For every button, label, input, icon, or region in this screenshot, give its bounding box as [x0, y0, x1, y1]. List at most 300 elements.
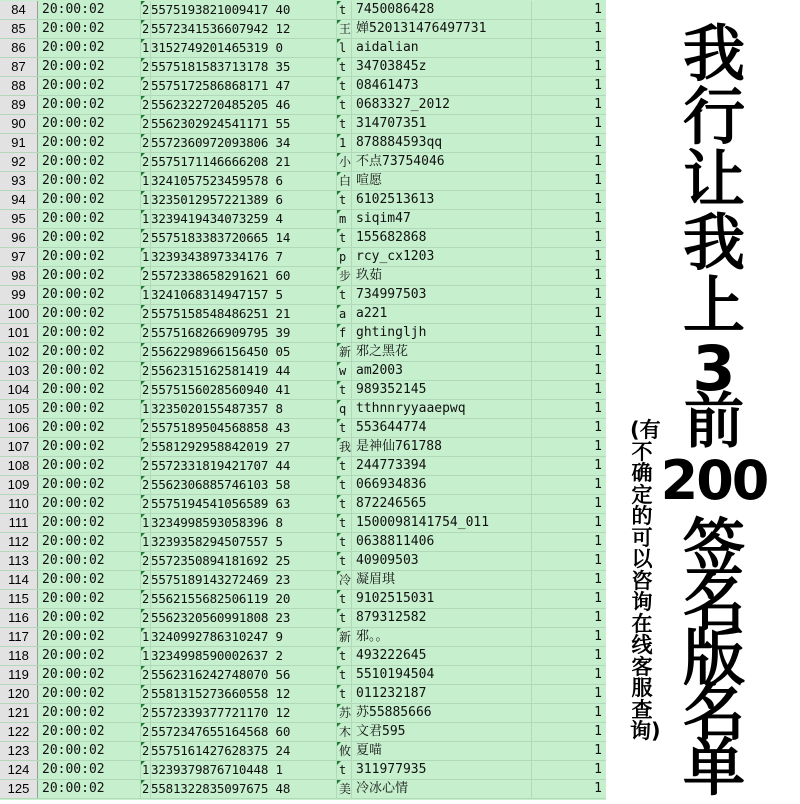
time-cell[interactable]: 20:00:02 — [37, 267, 141, 285]
name-cell[interactable]: 5510194504 — [352, 666, 532, 684]
prefix-cell[interactable]: 2 — [142, 383, 150, 397]
prefix-cell[interactable]: 1 — [142, 212, 150, 226]
name-cell[interactable]: 989352145 — [352, 381, 532, 399]
table-row[interactable] — [0, 58, 606, 77]
prefix-cell[interactable]: 2 — [142, 687, 150, 701]
row-number[interactable]: 112 — [0, 533, 38, 551]
initial-cell[interactable]: 攸 — [339, 744, 352, 758]
time-cell[interactable]: 20:00:02 — [37, 324, 141, 342]
row-number[interactable]: 111 — [0, 514, 38, 532]
name-cell[interactable]: 喧愿 — [352, 172, 532, 190]
count-cell[interactable]: 1 — [594, 572, 602, 587]
initial-cell[interactable]: q — [337, 400, 352, 418]
id-cell[interactable]: 5562306885746103 58 — [151, 476, 337, 494]
row-number[interactable]: 113 — [0, 552, 38, 570]
id-cell[interactable]: 5575181583713178 35 — [151, 58, 337, 76]
id-cell[interactable]: 3235020155487357 8 — [151, 400, 337, 418]
time-cell[interactable]: 20:00:02 — [37, 647, 141, 665]
table-row[interactable] — [0, 172, 606, 191]
id-cell[interactable]: 5581322835097675 48 — [151, 780, 337, 798]
count-cell[interactable]: 1 — [594, 648, 602, 663]
table-row[interactable] — [0, 533, 606, 552]
id-cell[interactable]: 3152749201465319 0 — [151, 39, 337, 57]
id-cell[interactable]: 5572331819421707 44 — [151, 457, 337, 475]
prefix-cell[interactable]: 2 — [142, 136, 150, 150]
prefix-cell[interactable]: 2 — [142, 307, 150, 321]
row-number[interactable]: 91 — [0, 134, 38, 152]
id-cell[interactable]: 5575158548486251 21 — [151, 305, 337, 323]
row-number[interactable]: 88 — [0, 77, 38, 95]
prefix-cell[interactable]: 2 — [142, 725, 150, 739]
name-cell[interactable]: 244773394 — [352, 457, 532, 475]
table-row[interactable] — [0, 514, 606, 533]
id-cell[interactable]: 5572338658291621 60 — [151, 267, 337, 285]
row-number[interactable]: 121 — [0, 704, 38, 722]
name-cell[interactable]: 冷冰心情 — [352, 780, 532, 798]
name-cell[interactable]: 08461473 — [352, 77, 532, 95]
table-row[interactable] — [0, 267, 606, 286]
initial-cell[interactable]: t — [337, 58, 352, 76]
count-cell[interactable]: 1 — [594, 306, 602, 321]
count-cell[interactable]: 1 — [594, 97, 602, 112]
count-cell[interactable]: 1 — [594, 629, 602, 644]
id-cell[interactable]: 5575189143272469 23 — [151, 571, 337, 589]
initial-cell[interactable]: t — [337, 552, 352, 570]
row-number[interactable]: 95 — [0, 210, 38, 228]
initial-cell[interactable]: 我 — [339, 440, 352, 454]
initial-cell[interactable]: t — [337, 286, 352, 304]
prefix-cell[interactable]: 2 — [142, 155, 150, 169]
name-cell[interactable]: 9102515031 — [352, 590, 532, 608]
row-number[interactable]: 94 — [0, 191, 38, 209]
table-row[interactable] — [0, 590, 606, 609]
id-cell[interactable]: 5572347655164568 60 — [151, 723, 337, 741]
name-cell[interactable]: 6102513613 — [352, 191, 532, 209]
time-cell[interactable]: 20:00:02 — [37, 723, 141, 741]
row-number[interactable]: 93 — [0, 172, 38, 190]
time-cell[interactable]: 20:00:02 — [37, 305, 141, 323]
prefix-cell[interactable]: 1 — [142, 402, 150, 416]
time-cell[interactable]: 20:00:02 — [37, 552, 141, 570]
id-cell[interactable]: 5581292958842019 27 — [151, 438, 337, 456]
prefix-cell[interactable]: 2 — [142, 592, 150, 606]
id-cell[interactable]: 5575156028560940 41 — [151, 381, 337, 399]
count-cell[interactable]: 1 — [594, 40, 602, 55]
initial-cell[interactable]: t — [337, 419, 352, 437]
row-number[interactable]: 106 — [0, 419, 38, 437]
table-row[interactable] — [0, 628, 606, 647]
initial-cell[interactable]: t — [337, 457, 352, 475]
row-number[interactable]: 116 — [0, 609, 38, 627]
time-cell[interactable]: 20:00:02 — [37, 761, 141, 779]
id-cell[interactable]: 5575171146666208 21 — [151, 153, 337, 171]
count-cell[interactable]: 1 — [594, 154, 602, 169]
prefix-cell[interactable]: 2 — [142, 554, 150, 568]
count-cell[interactable]: 1 — [594, 439, 602, 454]
initial-cell[interactable]: 1 — [337, 134, 352, 152]
id-cell[interactable]: 5575168266909795 39 — [151, 324, 337, 342]
id-cell[interactable]: 3239419434073259 4 — [151, 210, 337, 228]
count-cell[interactable]: 1 — [594, 344, 602, 359]
id-cell[interactable]: 5562155682506119 20 — [151, 590, 337, 608]
name-cell[interactable]: 155682868 — [352, 229, 532, 247]
name-cell[interactable]: 879312582 — [352, 609, 532, 627]
row-number[interactable]: 124 — [0, 761, 38, 779]
name-cell[interactable]: 夏喵 — [352, 742, 532, 760]
row-number[interactable]: 105 — [0, 400, 38, 418]
count-cell[interactable]: 1 — [594, 591, 602, 606]
prefix-cell[interactable]: 2 — [142, 421, 150, 435]
count-cell[interactable]: 1 — [594, 724, 602, 739]
time-cell[interactable]: 20:00:02 — [37, 685, 141, 703]
id-cell[interactable]: 5562322720485205 46 — [151, 96, 337, 114]
time-cell[interactable]: 20:00:02 — [37, 609, 141, 627]
name-cell[interactable]: tthnnryyaaepwq — [352, 400, 532, 418]
table-row[interactable] — [0, 419, 606, 438]
initial-cell[interactable]: t — [337, 590, 352, 608]
count-cell[interactable]: 1 — [594, 705, 602, 720]
row-number[interactable]: 101 — [0, 324, 38, 342]
initial-cell[interactable]: t — [337, 533, 352, 551]
initial-cell[interactable]: t — [337, 685, 352, 703]
prefix-cell[interactable]: 2 — [142, 440, 150, 454]
row-number[interactable]: 120 — [0, 685, 38, 703]
name-cell[interactable]: 553644774 — [352, 419, 532, 437]
id-cell[interactable]: 5572350894181692 25 — [151, 552, 337, 570]
table-row[interactable] — [0, 647, 606, 666]
id-cell[interactable]: 5575194541056589 63 — [151, 495, 337, 513]
table-row[interactable] — [0, 609, 606, 628]
initial-cell[interactable]: t — [337, 647, 352, 665]
row-number[interactable]: 86 — [0, 39, 38, 57]
initial-cell[interactable]: 木 — [339, 725, 352, 739]
time-cell[interactable]: 20:00:02 — [37, 229, 141, 247]
row-number[interactable]: 90 — [0, 115, 38, 133]
id-cell[interactable]: 3241068314947157 5 — [151, 286, 337, 304]
time-cell[interactable]: 20:00:02 — [37, 495, 141, 513]
count-cell[interactable]: 1 — [594, 173, 602, 188]
id-cell[interactable]: 3241057523459578 6 — [151, 172, 337, 190]
time-cell[interactable]: 20:00:02 — [37, 400, 141, 418]
row-number[interactable]: 125 — [0, 780, 38, 798]
name-cell[interactable]: ghtingljh — [352, 324, 532, 342]
table-row[interactable] — [0, 96, 606, 115]
id-cell[interactable]: 5575161427628375 24 — [151, 742, 337, 760]
initial-cell[interactable]: p — [337, 248, 352, 266]
table-row[interactable] — [0, 723, 606, 742]
id-cell[interactable]: 5575172586868171 47 — [151, 77, 337, 95]
count-cell[interactable]: 1 — [594, 477, 602, 492]
row-number[interactable]: 104 — [0, 381, 38, 399]
table-row[interactable] — [0, 761, 606, 780]
prefix-cell[interactable]: 2 — [142, 782, 150, 796]
prefix-cell[interactable]: 2 — [142, 706, 150, 720]
table-row[interactable] — [0, 115, 606, 134]
initial-cell[interactable]: 苏 — [339, 706, 352, 720]
table-row[interactable] — [0, 77, 606, 96]
id-cell[interactable]: 5572339377721170 12 — [151, 704, 337, 722]
initial-cell[interactable]: t — [337, 96, 352, 114]
time-cell[interactable]: 20:00:02 — [37, 58, 141, 76]
prefix-cell[interactable]: 2 — [142, 459, 150, 473]
count-cell[interactable]: 1 — [594, 496, 602, 511]
initial-cell[interactable]: a — [337, 305, 352, 323]
time-cell[interactable]: 20:00:02 — [37, 590, 141, 608]
table-row[interactable] — [0, 495, 606, 514]
time-cell[interactable]: 20:00:02 — [37, 191, 141, 209]
name-cell[interactable]: 婵520131476497731 — [352, 20, 532, 38]
prefix-cell[interactable]: 2 — [142, 744, 150, 758]
table-row[interactable] — [0, 191, 606, 210]
table-row[interactable] — [0, 305, 606, 324]
table-row[interactable] — [0, 457, 606, 476]
row-number[interactable]: 115 — [0, 590, 38, 608]
name-cell[interactable]: siqim47 — [352, 210, 532, 228]
row-number[interactable]: 119 — [0, 666, 38, 684]
name-cell[interactable]: 734997503 — [352, 286, 532, 304]
initial-cell[interactable]: w — [337, 362, 352, 380]
row-number[interactable]: 108 — [0, 457, 38, 475]
count-cell[interactable]: 1 — [594, 667, 602, 682]
id-cell[interactable]: 3239379876710448 1 — [151, 761, 337, 779]
prefix-cell[interactable]: 1 — [142, 41, 150, 55]
time-cell[interactable]: 20:00:02 — [37, 704, 141, 722]
prefix-cell[interactable]: 2 — [142, 269, 150, 283]
name-cell[interactable]: 邪之黑花 — [352, 343, 532, 361]
row-number[interactable]: 118 — [0, 647, 38, 665]
prefix-cell[interactable]: 1 — [142, 250, 150, 264]
count-cell[interactable]: 1 — [594, 268, 602, 283]
row-number[interactable]: 100 — [0, 305, 38, 323]
time-cell[interactable]: 20:00:02 — [37, 172, 141, 190]
time-cell[interactable]: 20:00:02 — [37, 571, 141, 589]
row-number[interactable]: 109 — [0, 476, 38, 494]
row-number[interactable]: 96 — [0, 229, 38, 247]
count-cell[interactable]: 1 — [594, 401, 602, 416]
row-number[interactable]: 123 — [0, 742, 38, 760]
prefix-cell[interactable]: 2 — [142, 231, 150, 245]
time-cell[interactable]: 20:00:02 — [37, 77, 141, 95]
time-cell[interactable]: 20:00:02 — [37, 343, 141, 361]
name-cell[interactable]: a221 — [352, 305, 532, 323]
count-cell[interactable]: 1 — [594, 211, 602, 226]
id-cell[interactable]: 5562320560991808 23 — [151, 609, 337, 627]
table-row[interactable] — [0, 343, 606, 362]
table-row[interactable] — [0, 1, 606, 20]
initial-cell[interactable]: m — [337, 210, 352, 228]
time-cell[interactable]: 20:00:02 — [37, 134, 141, 152]
count-cell[interactable]: 1 — [594, 610, 602, 625]
time-cell[interactable]: 20:00:02 — [37, 780, 141, 798]
time-cell[interactable]: 20:00:02 — [37, 39, 141, 57]
table-row[interactable] — [0, 742, 606, 761]
table-row[interactable] — [0, 552, 606, 571]
name-cell[interactable]: 7450086428 — [352, 1, 532, 19]
initial-cell[interactable]: 王 — [339, 22, 352, 36]
id-cell[interactable]: 3239343897334176 7 — [151, 248, 337, 266]
table-row[interactable] — [0, 20, 606, 39]
prefix-cell[interactable]: 2 — [142, 497, 150, 511]
prefix-cell[interactable]: 1 — [142, 174, 150, 188]
time-cell[interactable]: 20:00:02 — [37, 115, 141, 133]
initial-cell[interactable]: t — [337, 191, 352, 209]
time-cell[interactable]: 20:00:02 — [37, 742, 141, 760]
count-cell[interactable]: 1 — [594, 458, 602, 473]
initial-cell[interactable]: t — [337, 115, 352, 133]
count-cell[interactable]: 1 — [594, 781, 602, 796]
id-cell[interactable]: 5562298966156450 05 — [151, 343, 337, 361]
count-cell[interactable]: 1 — [594, 249, 602, 264]
row-number[interactable]: 99 — [0, 286, 38, 304]
time-cell[interactable]: 20:00:02 — [37, 457, 141, 475]
id-cell[interactable]: 5581315273660558 12 — [151, 685, 337, 703]
id-cell[interactable]: 3234998593058396 8 — [151, 514, 337, 532]
table-row[interactable] — [0, 286, 606, 305]
table-row[interactable] — [0, 134, 606, 153]
table-row[interactable] — [0, 780, 606, 799]
name-cell[interactable]: 314707351 — [352, 115, 532, 133]
id-cell[interactable]: 5572341536607942 12 — [151, 20, 337, 38]
time-cell[interactable]: 20:00:02 — [37, 96, 141, 114]
row-number[interactable]: 85 — [0, 20, 38, 38]
prefix-cell[interactable]: 1 — [142, 763, 150, 777]
table-row[interactable] — [0, 704, 606, 723]
row-number[interactable]: 117 — [0, 628, 38, 646]
count-cell[interactable]: 1 — [594, 135, 602, 150]
table-row[interactable] — [0, 381, 606, 400]
time-cell[interactable]: 20:00:02 — [37, 476, 141, 494]
name-cell[interactable]: 凝眉琪 — [352, 571, 532, 589]
name-cell[interactable]: 011232187 — [352, 685, 532, 703]
row-number[interactable]: 98 — [0, 267, 38, 285]
count-cell[interactable]: 1 — [594, 287, 602, 302]
prefix-cell[interactable]: 2 — [142, 117, 150, 131]
time-cell[interactable]: 20:00:02 — [37, 628, 141, 646]
time-cell[interactable]: 20:00:02 — [37, 438, 141, 456]
table-row[interactable] — [0, 324, 606, 343]
prefix-cell[interactable]: 2 — [142, 3, 150, 17]
name-cell[interactable]: 40909503 — [352, 552, 532, 570]
name-cell[interactable]: 872246565 — [352, 495, 532, 513]
initial-cell[interactable]: 小 — [339, 155, 352, 169]
row-number[interactable]: 97 — [0, 248, 38, 266]
initial-cell[interactable]: t — [337, 761, 352, 779]
prefix-cell[interactable]: 2 — [142, 668, 150, 682]
count-cell[interactable]: 1 — [594, 116, 602, 131]
initial-cell[interactable]: t — [337, 77, 352, 95]
row-number[interactable]: 92 — [0, 153, 38, 171]
count-cell[interactable]: 1 — [594, 515, 602, 530]
name-cell[interactable]: 苏55885666 — [352, 704, 532, 722]
table-row[interactable] — [0, 685, 606, 704]
prefix-cell[interactable]: 2 — [142, 98, 150, 112]
name-cell[interactable]: 邪。。 — [352, 628, 532, 646]
initial-cell[interactable]: t — [337, 1, 352, 19]
prefix-cell[interactable]: 1 — [142, 630, 150, 644]
initial-cell[interactable]: 白 — [339, 174, 352, 188]
name-cell[interactable]: 493222645 — [352, 647, 532, 665]
initial-cell[interactable]: t — [337, 495, 352, 513]
id-cell[interactable]: 5575189504568858 43 — [151, 419, 337, 437]
name-cell[interactable]: 不点73754046 — [352, 153, 532, 171]
id-cell[interactable]: 3239358294507557 5 — [151, 533, 337, 551]
initial-cell[interactable]: t — [337, 476, 352, 494]
count-cell[interactable]: 1 — [594, 21, 602, 36]
table-row[interactable] — [0, 39, 606, 58]
table-row[interactable] — [0, 362, 606, 381]
name-cell[interactable]: 0638811406 — [352, 533, 532, 551]
initial-cell[interactable]: 冷 — [339, 573, 352, 587]
name-cell[interactable]: am2003 — [352, 362, 532, 380]
name-cell[interactable]: 玖茹 — [352, 267, 532, 285]
count-cell[interactable]: 1 — [594, 686, 602, 701]
prefix-cell[interactable]: 1 — [142, 193, 150, 207]
table-row[interactable] — [0, 210, 606, 229]
id-cell[interactable]: 5562315162581419 44 — [151, 362, 337, 380]
name-cell[interactable]: 066934836 — [352, 476, 532, 494]
table-row[interactable] — [0, 229, 606, 248]
initial-cell[interactable]: l — [337, 39, 352, 57]
initial-cell[interactable]: 新 — [339, 345, 352, 359]
time-cell[interactable]: 20:00:02 — [37, 20, 141, 38]
id-cell[interactable]: 3234998590002637 2 — [151, 647, 337, 665]
time-cell[interactable]: 20:00:02 — [37, 286, 141, 304]
row-number[interactable]: 114 — [0, 571, 38, 589]
prefix-cell[interactable]: 2 — [142, 611, 150, 625]
id-cell[interactable]: 5562302924541171 55 — [151, 115, 337, 133]
initial-cell[interactable]: t — [337, 609, 352, 627]
prefix-cell[interactable]: 1 — [142, 288, 150, 302]
id-cell[interactable]: 3240992786310247 9 — [151, 628, 337, 646]
name-cell[interactable]: rcy_cx1203 — [352, 248, 532, 266]
count-cell[interactable]: 1 — [594, 382, 602, 397]
count-cell[interactable]: 1 — [594, 420, 602, 435]
table-row[interactable] — [0, 248, 606, 267]
prefix-cell[interactable]: 2 — [142, 79, 150, 93]
time-cell[interactable]: 20:00:02 — [37, 1, 141, 19]
name-cell[interactable]: 0683327_2012 — [352, 96, 532, 114]
row-number[interactable]: 84 — [0, 1, 38, 19]
prefix-cell[interactable]: 2 — [142, 573, 150, 587]
name-cell[interactable]: aidalian — [352, 39, 532, 57]
time-cell[interactable]: 20:00:02 — [37, 533, 141, 551]
time-cell[interactable]: 20:00:02 — [37, 381, 141, 399]
count-cell[interactable]: 1 — [594, 325, 602, 340]
row-number[interactable]: 103 — [0, 362, 38, 380]
initial-cell[interactable]: 步 — [339, 269, 352, 283]
count-cell[interactable]: 1 — [594, 553, 602, 568]
name-cell[interactable]: 34703845z — [352, 58, 532, 76]
prefix-cell[interactable]: 1 — [142, 535, 150, 549]
count-cell[interactable]: 1 — [594, 363, 602, 378]
row-number[interactable]: 87 — [0, 58, 38, 76]
count-cell[interactable]: 1 — [594, 762, 602, 777]
name-cell[interactable]: 311977935 — [352, 761, 532, 779]
time-cell[interactable]: 20:00:02 — [37, 514, 141, 532]
row-number[interactable]: 107 — [0, 438, 38, 456]
count-cell[interactable]: 1 — [594, 192, 602, 207]
count-cell[interactable]: 1 — [594, 534, 602, 549]
initial-cell[interactable]: t — [337, 381, 352, 399]
prefix-cell[interactable]: 2 — [142, 326, 150, 340]
time-cell[interactable]: 20:00:02 — [37, 153, 141, 171]
name-cell[interactable]: 1500098141754_011 — [352, 514, 532, 532]
prefix-cell[interactable]: 2 — [142, 364, 150, 378]
id-cell[interactable]: 5562316242748070 56 — [151, 666, 337, 684]
table-row[interactable] — [0, 476, 606, 495]
prefix-cell[interactable]: 2 — [142, 345, 150, 359]
prefix-cell[interactable]: 1 — [142, 516, 150, 530]
